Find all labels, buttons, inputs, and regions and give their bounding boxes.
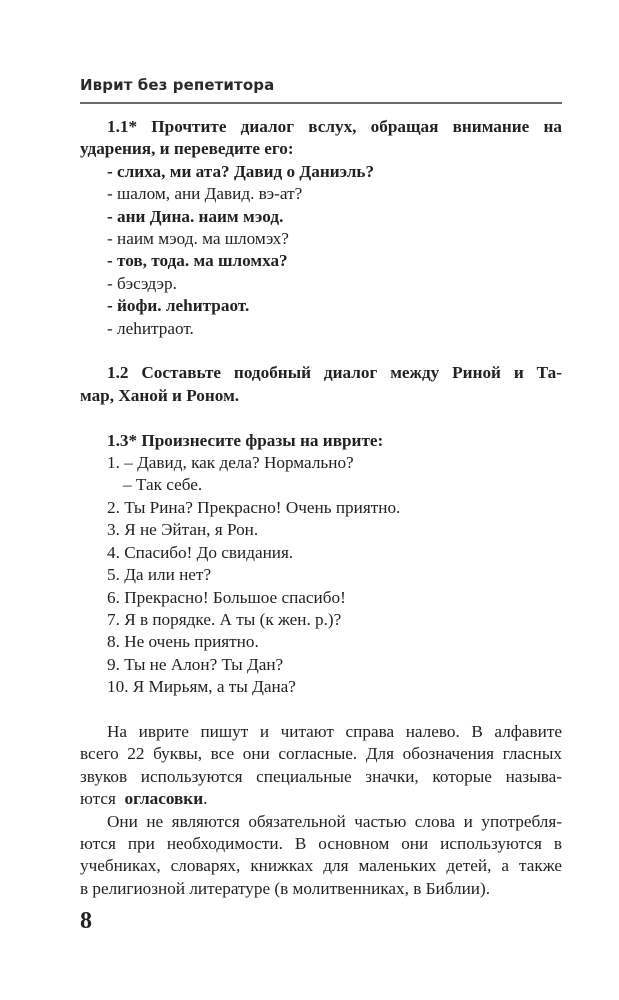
phrase-item: 6. Прекрасно! Большое спасибо! <box>107 587 346 607</box>
term-oglasovki: огласовки <box>124 789 204 809</box>
paragraph-2-line: в религиозной литературе (в молитвенниках, в Библии). <box>80 878 491 898</box>
paragraph-2-line: ются при необходимости. В основном они используются в <box>80 833 562 853</box>
header-rule <box>80 102 562 104</box>
page-body <box>80 116 562 900</box>
phrase-item: 2. Ты Рина? Прекрасно! Очень приятно. <box>107 497 401 517</box>
dialog-line: - ани Дина. наим мэод. <box>107 206 284 226</box>
paragraph-1-line: звуков используются специальные значки, которые называ- <box>80 766 562 786</box>
text: ются <box>80 789 121 809</box>
phrase-item: 8. Не очень приятно. <box>107 632 259 652</box>
dialog-line: - шалом, ани Давид. вэ-ат? <box>107 184 303 204</box>
paragraph-2-line: Они не являются обязательной частью слова и употребля- <box>107 811 562 831</box>
phrase-item: 1. – Давид, как дела? Нормально? <box>107 453 354 473</box>
text: . <box>203 789 208 809</box>
phrase-item: 5. Да или нет? <box>107 565 212 585</box>
dialog-line: - бэсэдэр. <box>107 273 177 293</box>
exercise-1-3-title: 1.3* Произнесите фразы на иврите: <box>107 430 384 450</box>
exercise-1-1-title: 1.1* Прочтите диалог вслух, обращая внимание на <box>107 117 562 136</box>
phrase-item: 9. Ты не Алон? Ты Дан? <box>107 654 284 674</box>
phrase-item: 3. Я не Эйтан, я Рон. <box>107 520 259 540</box>
dialog-line: - тов, тода. ма шломха? <box>107 251 288 271</box>
phrase-item: – Так себе. <box>123 475 203 495</box>
paragraph-1-line <box>80 788 562 810</box>
page-number: 8 <box>80 908 92 934</box>
dialog-list <box>80 161 562 340</box>
phrase-list <box>80 452 562 698</box>
phrase-item: 7. Я в порядке. А ты (к жен. р.)? <box>107 609 342 629</box>
paragraph-2-line: учебниках, словарях, книжках для маленьких детей, а также <box>80 856 562 876</box>
dialog-line: - йофи. леһитраот. <box>107 296 250 316</box>
paragraph-1-line: На иврите пишут и читают справа налево. В алфавите <box>107 721 562 741</box>
paragraph-1-line: всего 22 буквы, все они согласные. Для обозначения гласных <box>80 744 562 764</box>
dialog-line: - наим мэод. ма шломэх? <box>107 229 289 249</box>
phrase-item: 4. Спасибо! До свидания. <box>107 542 294 562</box>
dialog-line: - леһитраот. <box>107 318 194 338</box>
exercise-1-1-title-cont: ударения, и переведите его: <box>80 139 294 159</box>
exercise-1-2-title-cont: мар, Ханой и Роном. <box>80 385 240 405</box>
dialog-line: - слиха, ми ата? Давид о Даниэль? <box>107 161 375 181</box>
exercise-1-2-title: 1.2 Составьте подобный диалог между Риной и Та- <box>107 363 562 383</box>
running-header: Иврит без репетитора <box>80 76 275 94</box>
phrase-item: 10. Я Мирьям, а ты Дана? <box>107 677 296 697</box>
